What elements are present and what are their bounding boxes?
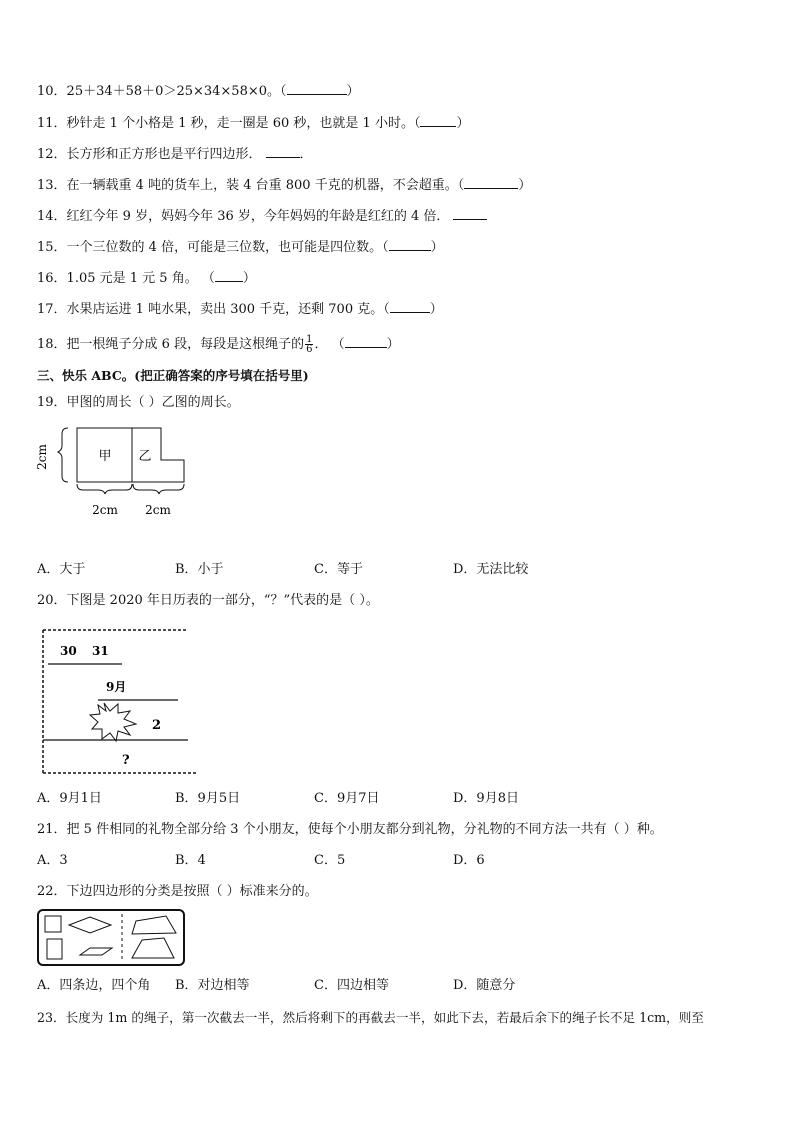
option-d[interactable]: D．9月8日 [453,791,519,806]
parallelogram-shape [80,948,112,955]
rectangle-shape [47,939,62,959]
width-brace-2 [133,484,184,494]
question-19: 19．甲图的周长（ ）乙图的周长。 [37,395,240,410]
answer-blank[interactable] [266,145,300,158]
question-text: 15．一个三位数的 4 倍，可能是三位数，也可能是四位数。（ [37,240,389,255]
answer-blank[interactable] [287,82,347,95]
option-d[interactable]: D．无法比较 [453,562,529,577]
question-13 [37,176,531,195]
splat-icon [90,703,136,741]
question-20: 20．下图是 2020 年日历表的一部分，“？”代表的是（ ）。 [37,593,379,608]
question-mark: ? [122,753,130,768]
question-11 [37,114,469,133]
answer-blank[interactable] [390,300,430,313]
question-22: 22．下边四边形的分类是按照（ ）标准来分的。 [37,884,318,899]
calendar-figure [38,625,198,777]
question-text: 11．秒针走 1 个小格是 1 秒，走一圈是 60 秒，也就是 1 小时。（ [37,116,421,131]
answer-blank[interactable] [345,335,387,348]
option-b[interactable]: B．小于 [175,562,224,577]
answer-blank[interactable] [215,269,243,282]
month-label: 9月 [106,680,127,694]
question-text: 17．水果店运进 1 吨水果，卖出 300 千克，还剩 700 克。（ [37,302,390,317]
question-text: 12．长方形和正方形也是平行四边形． [37,147,262,162]
bracket-close: ） [518,178,532,193]
fraction [305,335,313,354]
question-16 [37,269,256,288]
question-text: 13．在一辆载重 4 吨的货车上，装 4 台重 800 千克的机器，不会超重。（ [37,178,465,193]
option-d[interactable]: D．随意分 [453,978,516,993]
bracket-close: ） [242,271,256,286]
period-open-bracket: ． （ [314,337,345,352]
width1-label: 2cm [92,503,118,517]
square-shape [45,916,61,932]
question-text: 10．25＋34＋58＋0＞25×34×58×0。（ [37,84,287,99]
bracket-close: ） [430,240,444,255]
rhombus-shape [69,917,111,933]
option-b[interactable]: B．4 [175,853,206,868]
question-text: 14．红红今年 9 岁，妈妈今年 36 岁，今年妈妈的年龄是红红的 4 倍． [37,209,450,224]
bracket-close: ） [456,116,470,131]
label-jia: 甲 [98,449,112,464]
day-30: 30 [60,644,77,658]
answer-blank[interactable] [464,176,518,189]
question-17 [37,300,443,319]
option-b[interactable]: B．对边相等 [175,978,250,993]
option-a[interactable]: A．3 [37,853,68,868]
question-text: 18．把一根绳子分成 6 段，每段是这根绳子的 [37,337,305,352]
option-c[interactable]: C．等于 [314,562,363,577]
day-2: 2 [152,718,162,733]
width-brace-1 [77,484,132,494]
question-12 [37,145,313,164]
quadrilateral-figure [36,908,188,968]
fraction-numerator: 1 [306,334,313,345]
answer-blank[interactable] [389,238,431,251]
option-a[interactable]: A．9月1日 [37,791,102,806]
bracket-close: ） [346,84,360,99]
label-yi: 乙 [138,449,152,464]
question-text: 16．1.05 元是 1 元 5 角。 （ [37,271,215,286]
period: ． [299,147,313,162]
section-heading: 三、快乐 ABC。(把正确答案的序号填在括号里) [37,368,309,383]
question-21: 21．把 5 件相同的礼物全部分给 3 个小朋友，使每个小朋友都分到礼物，分礼物的不同方法一共有（ ）种。 [37,822,663,837]
option-a[interactable]: A．四条边，四个角 [37,978,151,993]
option-b[interactable]: B．9月5日 [175,791,241,806]
fraction-denominator: 6 [306,344,313,355]
question-10 [37,82,360,101]
answer-blank[interactable] [453,207,487,220]
question-18 [37,335,400,354]
option-a[interactable]: A．大于 [37,562,86,577]
height-label: 2cm [35,444,49,470]
irregular-quad-2 [132,938,174,958]
figure-frame [38,910,184,965]
width2-label: 2cm [145,503,171,517]
irregular-quad-1 [132,916,176,934]
option-c[interactable]: C．四边相等 [314,978,389,993]
question-15 [37,238,444,257]
option-c[interactable]: C．9月7日 [314,791,380,806]
day-31: 31 [92,644,109,658]
perimeter-figure [35,420,198,522]
question-14 [37,207,487,226]
question-23: 23．长度为 1m 的绳子，第一次截去一半，然后将剩下的再截去一半，如此下去，若最后余下的绳子长不足 1cm，则至 [37,1010,704,1025]
bracket-close: ） [386,337,400,352]
answer-blank[interactable] [420,114,456,127]
option-d[interactable]: D．6 [453,853,485,868]
bracket-close: ） [429,302,443,317]
option-c[interactable]: C．5 [314,853,346,868]
height-brace [58,428,68,482]
